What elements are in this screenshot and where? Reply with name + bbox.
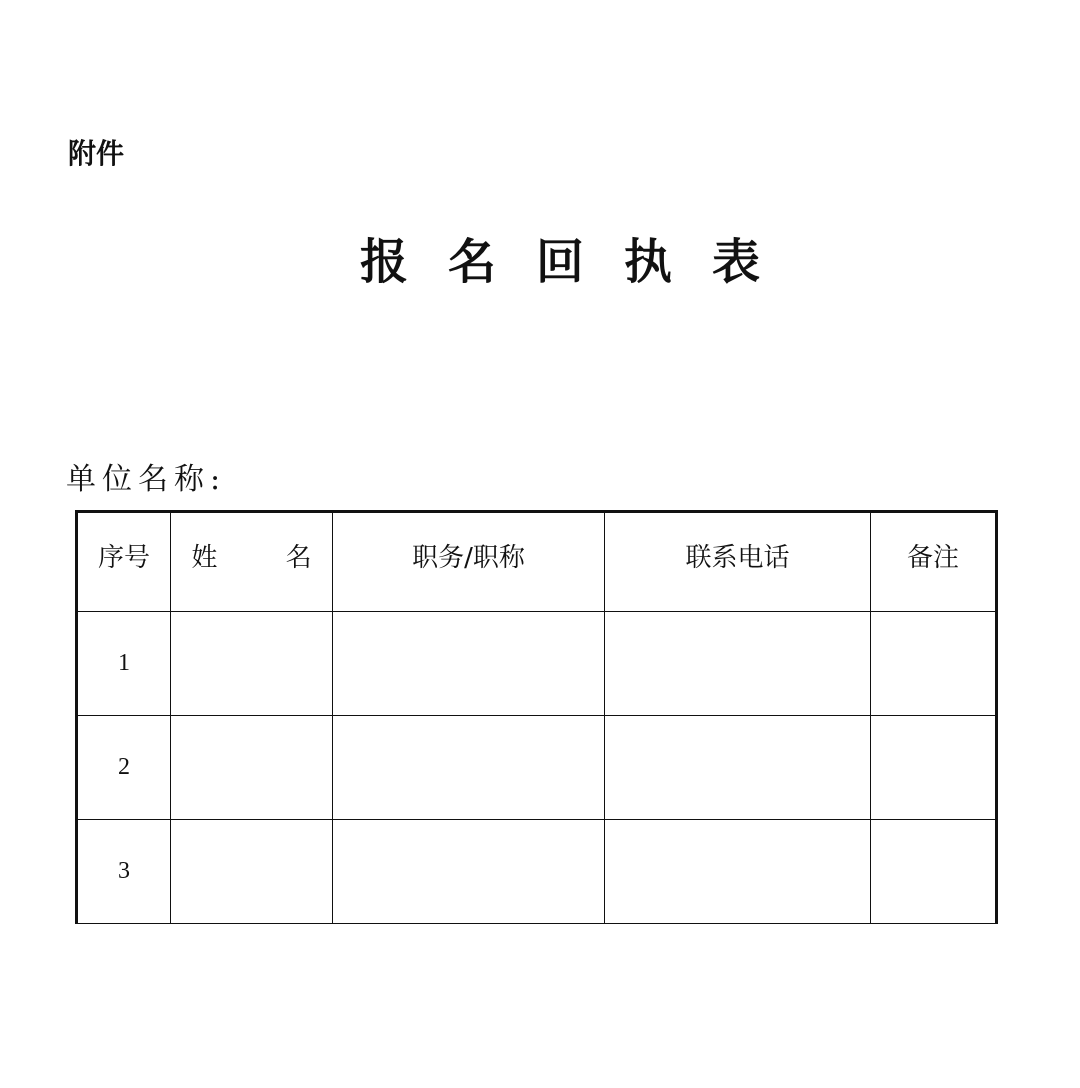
header-name <box>171 512 342 612</box>
serial-number-cell: 3 <box>77 820 171 924</box>
phone-cell[interactable] <box>605 716 871 820</box>
unit-name-label: 单位名称: <box>66 462 227 497</box>
table-header-row <box>77 512 997 612</box>
remark-cell[interactable] <box>871 612 997 716</box>
header-position-title: 职务/职称 <box>333 512 605 612</box>
remark-cell[interactable] <box>871 716 997 820</box>
document-title: 报名回执表 <box>359 234 800 290</box>
table-row <box>77 612 997 716</box>
header-phone: 联系电话 <box>605 512 871 612</box>
header-name-text: 姓 名 <box>191 543 342 573</box>
position-cell[interactable] <box>333 820 605 924</box>
name-cell[interactable] <box>171 820 333 924</box>
name-cell[interactable] <box>171 716 333 820</box>
serial-number-cell: 2 <box>77 716 171 820</box>
attachment-label: 附件 <box>68 137 125 170</box>
table-row <box>77 820 997 924</box>
serial-number-cell: 1 <box>77 612 171 716</box>
position-cell[interactable] <box>333 612 605 716</box>
header-serial-number: 序号 <box>77 512 171 612</box>
remark-cell[interactable] <box>871 820 997 924</box>
phone-cell[interactable] <box>605 820 871 924</box>
table-row <box>77 716 997 820</box>
registration-table <box>75 510 998 924</box>
position-cell[interactable] <box>333 716 605 820</box>
header-remark: 备注 <box>871 512 997 612</box>
name-cell[interactable] <box>171 612 333 716</box>
phone-cell[interactable] <box>605 612 871 716</box>
